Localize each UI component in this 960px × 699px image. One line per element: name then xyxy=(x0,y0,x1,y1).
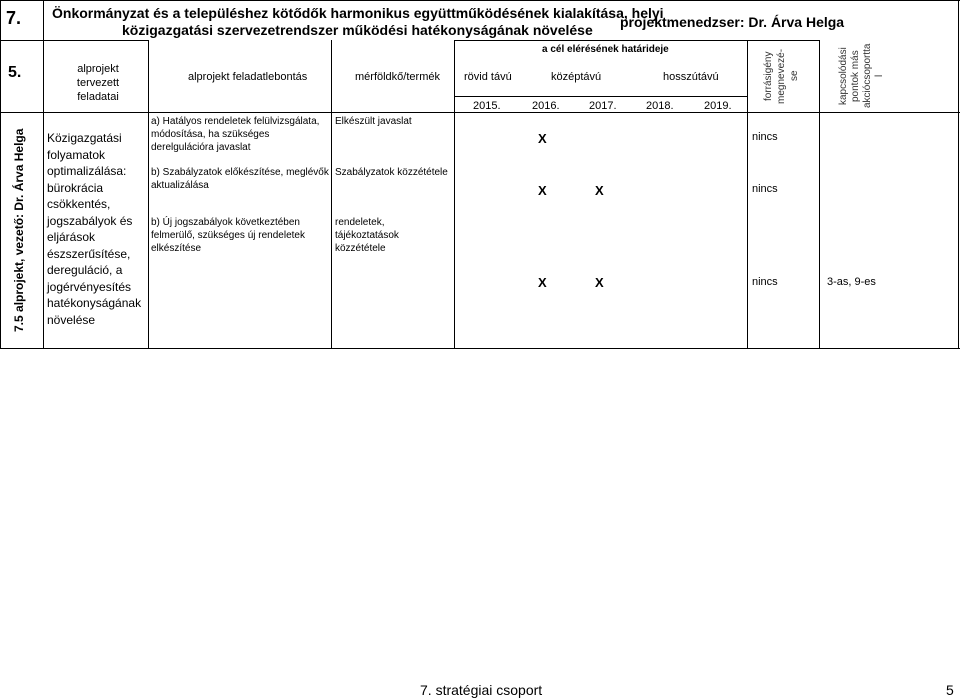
page-title-line2: közigazgatási szervezetrendszer működési hatékonyságának növelése xyxy=(122,22,593,38)
grid-header-bottom xyxy=(0,112,960,113)
task-3-mark-2: X xyxy=(595,275,604,290)
task-3-connection: 3-as, 9-es xyxy=(827,276,876,288)
year-2019: 2019. xyxy=(704,100,732,112)
header-resource-need-text: forrásigény megnevezé-se xyxy=(763,48,800,104)
task-2-resource: nincs xyxy=(752,183,778,195)
grid-col-3 xyxy=(331,40,332,349)
task-1-milestone: Elkészült javaslat xyxy=(335,116,412,127)
grid-top xyxy=(0,0,960,1)
header-connection-points-text: kapcsolódási pontok más akciócsoportta l xyxy=(838,43,885,109)
task-1-breakdown: a) Hatályos rendeletek felülvizsgálata, módosítása, ha szükséges derelgulációra javaslat xyxy=(151,116,320,153)
header-resource-need xyxy=(762,44,802,108)
project-manager: projektmenedzser: Dr. Árva Helga xyxy=(620,14,845,30)
header-short-term: rövid távú xyxy=(464,71,512,83)
header-task-breakdown: alprojekt feladatlebontás xyxy=(188,71,308,83)
task-2-mark-1: X xyxy=(538,183,547,198)
year-2016: 2016. xyxy=(532,100,560,112)
page-title-line1: Önkormányzat és a településhez kötődők harmonikus együttműködésének kialakítása, helyi xyxy=(52,5,664,21)
task-2-milestone: Szabályzatok közzététele xyxy=(335,167,448,178)
grid-col-5 xyxy=(747,40,748,349)
grid-col-1 xyxy=(43,0,44,349)
year-2017: 2017. xyxy=(589,100,617,112)
task-1-resource: nincs xyxy=(752,131,778,143)
grid-left xyxy=(0,0,1,349)
header-deadline: a cél elérésének határideje xyxy=(542,44,669,55)
task-3-breakdown: b) Új jogszabályok következtében felmerülő, szükséges új rendeletek elkészítése xyxy=(151,217,305,254)
header-mid-term: középtávú xyxy=(551,71,602,83)
task-1-mark-1: X xyxy=(538,131,547,146)
header-milestone: mérföldkő/termék xyxy=(355,71,440,83)
footer-group: 7. stratégiai csoport xyxy=(420,682,543,698)
task-3-mark-1: X xyxy=(538,275,547,290)
grid-col-2 xyxy=(148,40,149,349)
grid-row-top-left xyxy=(0,40,148,41)
grid-col-4 xyxy=(454,40,455,349)
row-number: 5. xyxy=(8,64,22,81)
year-2018: 2018. xyxy=(646,100,674,112)
subproject-leader-text: 7.5 alprojekt, vezető: Dr. Árva Helga xyxy=(12,128,26,333)
year-2015: 2015. xyxy=(473,100,501,112)
subproject-leader xyxy=(12,118,32,343)
header-connection-points xyxy=(838,42,894,110)
grid-bottom xyxy=(0,348,960,349)
task-3-milestone: rendeletek, tájékoztatások közzététele xyxy=(335,217,399,254)
grid-col-7 xyxy=(958,0,959,349)
subproject-description: Közigazgatási folyamatok optimalizálása: bürokrácia csökkentés, jogszabályok és eljárások észszerűsítése, dereguláció, a jogérvényesítés hatékonyságának növelése xyxy=(47,131,142,327)
footer-page-number: 5 xyxy=(946,682,954,698)
grid-col-6 xyxy=(819,40,820,349)
task-2-breakdown: b) Szabályzatok előkészítése, meglévők aktualizálása xyxy=(151,167,329,191)
task-2-mark-2: X xyxy=(595,183,604,198)
task-3-resource: nincs xyxy=(752,276,778,288)
grid-deadline-top xyxy=(454,40,820,41)
header-subproject-tasks: alprojekt tervezett feladatai xyxy=(76,63,120,103)
section-number: 7. xyxy=(6,8,22,28)
header-long-term: hosszútávú xyxy=(663,71,719,83)
grid-years-top xyxy=(454,96,747,97)
